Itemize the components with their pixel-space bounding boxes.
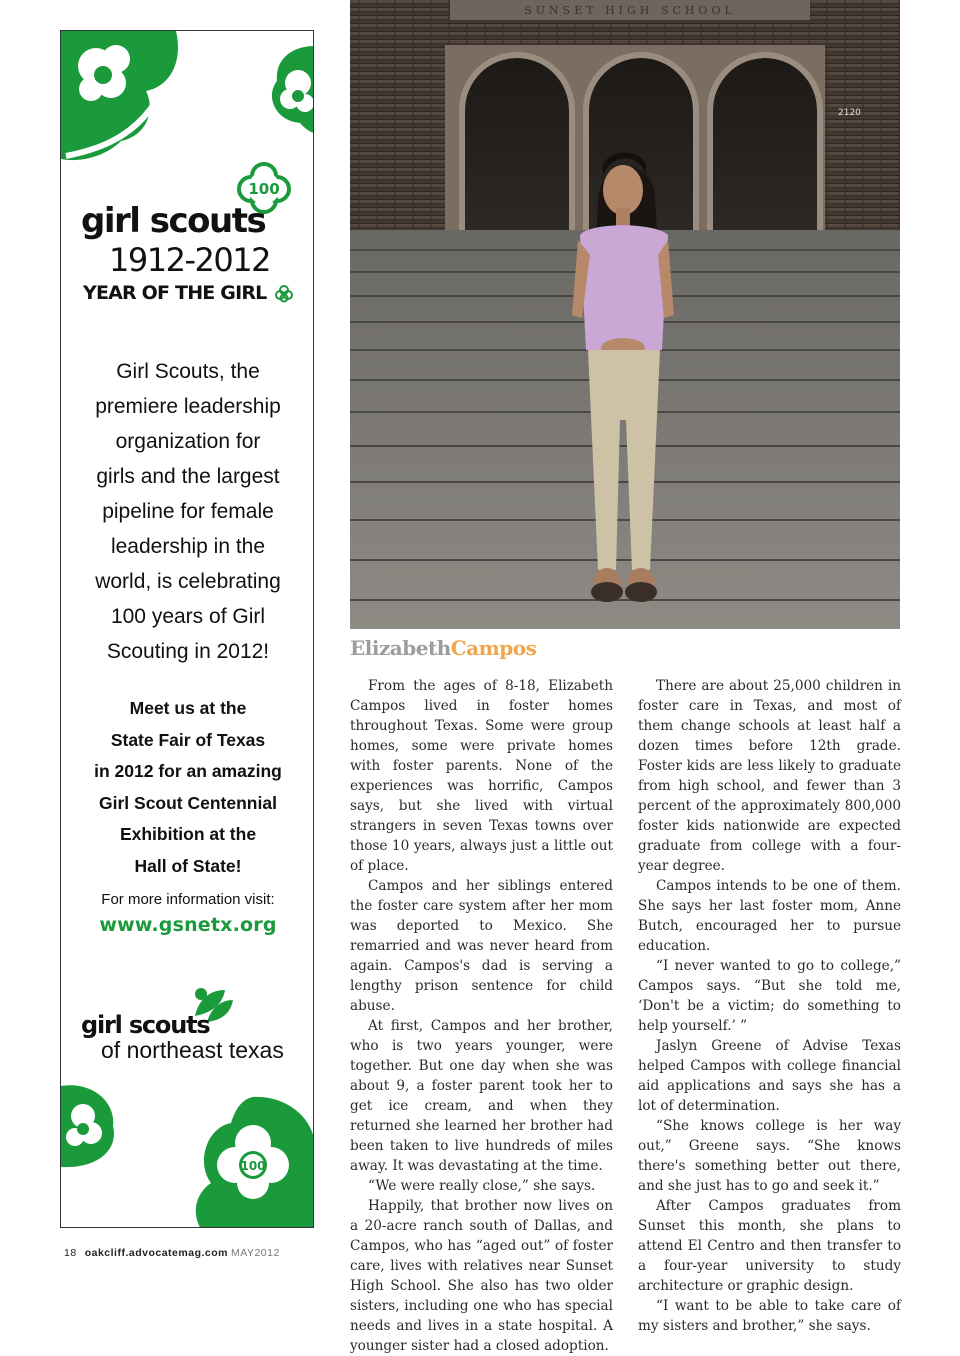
ad-copy-line: 100 years of Girl bbox=[110, 605, 266, 628]
article-paragraph: After Campos graduates from Sunset this month, she plans to attend El Centro and then transfer to a four-year university to study architecture or graphic design. bbox=[638, 1198, 901, 1294]
bottom-badge-number: 100 bbox=[240, 1159, 266, 1173]
article-column-1 bbox=[350, 676, 613, 1356]
trefoil-decoration-icon bbox=[61, 31, 186, 166]
article-paragraph: From the ages of 8-18, Elizabeth Campos lived in foster homes throughout Texas. Some were group homes, some were private homes with foster parents. None of the experiences was horrific, Campos says, but she lived with virtual strangers in seven Texas towns over those 10 years, always just a little out of place. bbox=[350, 678, 613, 874]
ad-body-copy bbox=[61, 354, 314, 669]
centennial-trefoil-decoration-icon bbox=[191, 1093, 314, 1228]
article-column-2 bbox=[638, 676, 901, 1336]
brand-years: 1912-2012 bbox=[109, 241, 270, 279]
trefoil-decoration-icon bbox=[61, 1081, 121, 1171]
article-paragraph: “She knows college is her way out,” Greene says. “She knows there's something better out there, and she just has to go and seek it.” bbox=[638, 1118, 901, 1194]
article-paragraph: Happily, that brother now lives on a 20-acre ranch south of Dallas, and Campos, who has “aged out” of foster care, lives with relatives near Sunset High School. She also has two older sisters, including one who has special needs and lives in a state hospital. A younger sister had a closed adoption. bbox=[350, 1198, 613, 1354]
headline-first-name: Elizabeth bbox=[350, 636, 451, 660]
badge-number: 100 bbox=[248, 180, 280, 198]
ad-website-link[interactable]: www.gsnetx.org bbox=[99, 914, 277, 936]
ad-copy-line: Girl Scouts, the bbox=[116, 360, 260, 383]
article-paragraph: At first, Campos and her brother, who is two years younger, were together. But one day when she was about 9, a foster parent took her to get ice cream, and when they returned she learned her brother had been taken to live hundreds of miles away. It was devastating at the time. bbox=[350, 1018, 613, 1174]
mini-trefoil-icon bbox=[275, 285, 293, 303]
article-headline bbox=[350, 636, 536, 660]
footer-issue: MAY2012 bbox=[230, 1247, 280, 1259]
ad-event-line: Meet us at the bbox=[129, 698, 247, 718]
ad-copy-line: leadership in the bbox=[110, 535, 266, 558]
article-paragraph: “I want to be able to take care of my sisters and brother,” she says. bbox=[638, 1298, 901, 1334]
headline-last-name: Campos bbox=[450, 636, 537, 660]
brand-tagline: YEAR OF THE GIRL bbox=[83, 282, 267, 304]
ad-event-line: Exhibition at the bbox=[119, 824, 257, 845]
ad-event-line: in 2012 for an amazing bbox=[94, 761, 282, 782]
building-inscription: SUNSET HIGH SCHOOL bbox=[524, 4, 736, 17]
council-name: girl scouts bbox=[81, 1011, 210, 1039]
portrait-photo bbox=[350, 0, 900, 629]
page-number: 18 bbox=[64, 1247, 77, 1259]
article-paragraph: Campos intends to be one of them. She says her last foster mom, Anne Butch, encouraged her to pursue education. bbox=[638, 878, 901, 954]
article-paragraph: Jaslyn Greene of Advise Texas helped Campos with college financial aid applications and says she has a lot of determination. bbox=[638, 1038, 901, 1114]
ad-copy-line: pipeline for female bbox=[102, 500, 274, 523]
ad-event-line: State Fair of Texas bbox=[110, 729, 266, 750]
trefoil-decoration-icon bbox=[265, 41, 314, 136]
ad-copy-line: Scouting in 2012! bbox=[106, 640, 270, 663]
ad-copy-line: girls and the largest bbox=[96, 465, 280, 488]
ad-event-line: Girl Scout Centennial bbox=[99, 792, 277, 813]
brand-name: girl scouts bbox=[81, 201, 266, 241]
article-paragraph: “We were really close,” she says. bbox=[368, 1178, 596, 1194]
article-paragraph: Campos and her siblings entered the foster care system after her mom was deported to Mexico. She remarried and was never heard from again. Campos's dad is serving a lengthy prison sentence for child abuse. bbox=[350, 878, 613, 1014]
ad-event-line: Hall of State! bbox=[134, 855, 242, 876]
council-region: of northeast texas bbox=[101, 1037, 284, 1063]
girl-scouts-advertisement bbox=[60, 30, 314, 1228]
ad-copy-line: world, is celebrating bbox=[95, 570, 281, 593]
article-paragraph: There are about 25,000 children in foster care in Texas, and most of them change schools at least half a dozen times before 12th grade. Foster kids are less likely to graduate from high school, and fewer than 3 percent of the approximately 800,000 foster kids nationwide are expected graduate from college with a four-year degree. bbox=[638, 678, 901, 874]
building-number: 2120 bbox=[838, 108, 861, 118]
ad-event-copy bbox=[61, 693, 314, 883]
page-footer bbox=[64, 1247, 280, 1259]
ad-copy-line: premiere leadership bbox=[95, 395, 281, 418]
footer-site-link[interactable]: oakcliff.advocatemag.com bbox=[84, 1247, 228, 1259]
ad-info-label: For more information visit: bbox=[101, 891, 275, 908]
article-paragraph: “I never wanted to go to college,” Campos says. “But she told me, ‘Don't be a victim; do something to help yourself.’ ” bbox=[638, 958, 901, 1034]
ad-copy-line: organization for bbox=[115, 430, 261, 453]
